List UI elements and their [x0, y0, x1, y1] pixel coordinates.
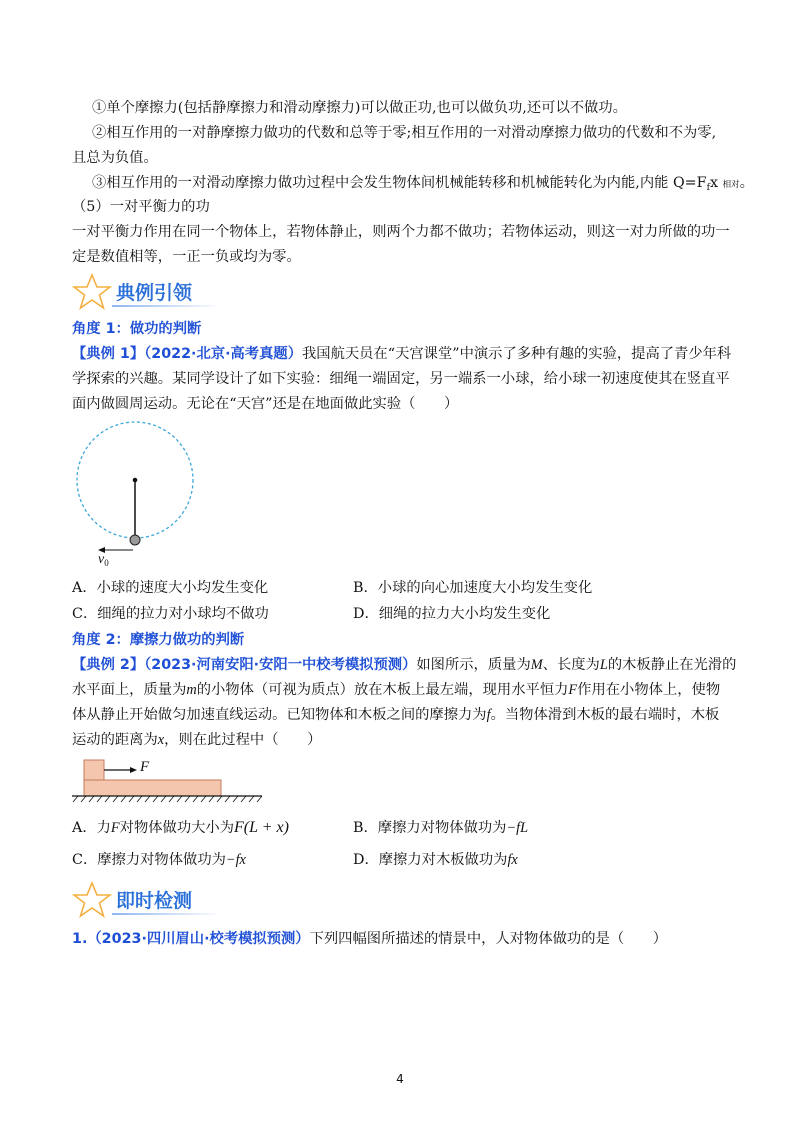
example-2-text-1b: 、长度为	[542, 657, 600, 673]
option-b-text: B．摩擦力对物体做功为	[353, 820, 507, 836]
example-2-option-d[interactable]	[353, 850, 518, 870]
var-L: L	[599, 657, 608, 673]
option-d-text: D．摩擦力对木板做功为	[353, 852, 508, 868]
example-2-text-2b: 的小物体（可视为质点）放在木板上最左端，现用水平恒力	[196, 682, 569, 698]
ground-hatching	[73, 796, 262, 802]
example-1-tag: 【典例 1】（2022·北京·高考真题）	[72, 346, 302, 362]
question-1-text: 下列四幅图所描述的情景中，人对物体做功的是（ ）	[309, 931, 668, 947]
example-1-text-1: 我国航天员在“天宫课堂”中演示了多种有趣的实验，提高了青少年科	[302, 346, 732, 362]
example-2-line-2	[72, 680, 720, 700]
angle-2-label: 角度 2：摩擦力做功的判断	[72, 632, 245, 648]
balance-heading: （5）一对平衡力的功	[72, 199, 210, 215]
option-a-formula: F(L + x)	[234, 819, 289, 836]
section-header-examples	[72, 272, 272, 312]
section-title-examples: 典例引领	[116, 282, 193, 304]
example-2-option-b[interactable]	[353, 818, 528, 838]
example-2-line-1	[72, 655, 736, 675]
ball	[130, 535, 140, 545]
balance-line-2: 定是数值相等，一正一负或均为零。	[72, 249, 301, 265]
var-x: x	[157, 732, 165, 748]
option-c-text: C．摩擦力对物体做功为	[72, 852, 226, 868]
section-underline	[112, 305, 222, 307]
block-board-diagram	[70, 756, 270, 806]
example-2-text-2c: 作用在小物体上，使物	[577, 682, 721, 698]
example-1-option-c[interactable]: C．细绳的拉力对小球均不做功	[72, 606, 269, 622]
example-2-text-4b: ，则在此过程中（ ）	[164, 732, 322, 748]
option-a-F: F	[110, 820, 120, 836]
star-icon	[72, 272, 112, 312]
var-f: f	[486, 707, 491, 723]
example-1-line-2: 学探索的兴趣。某同学设计了如下实验：细绳一端固定，另一端系一小球，给小球一初速度使其在竖直平	[72, 371, 730, 387]
note-3-x: x	[709, 175, 719, 191]
example-2-text-1a: 如图所示，质量为	[416, 657, 531, 673]
example-2-text-2a: 水平面上，质量为	[72, 682, 187, 698]
example-2-text-1c: 的木板静止在光滑的	[607, 657, 737, 673]
note-3-sub-rel: 相对	[722, 180, 740, 190]
option-c-formula: −fx	[225, 852, 246, 868]
option-a-text: A．力	[72, 820, 111, 836]
note-2-line-2: 且总为负值。	[72, 150, 158, 166]
force-label: F	[140, 759, 150, 775]
example-2-text-4a: 运动的距离为	[72, 732, 158, 748]
section-title-check: 即时检测	[116, 890, 193, 912]
circular-motion-diagram	[70, 418, 210, 573]
example-2-option-c[interactable]	[72, 850, 246, 870]
note-3-text: ③相互作用的一对滑动摩擦力做功过程中会发生物体间机械能转移和机械能转化为内能,内能 Q=F	[92, 175, 707, 191]
example-2-line-4	[72, 730, 321, 750]
example-2-tag: 【典例 2】（2023·河南安阳·安阳一中校考模拟预测）	[72, 657, 417, 673]
note-1: ①单个摩擦力(包括静摩擦力和滑动摩擦力)可以做正功,也可以做负功,还可以不做功。	[92, 100, 627, 116]
fixed-point	[133, 478, 138, 483]
var-m: m	[186, 682, 197, 698]
angle-1-label: 角度 1：做功的判断	[72, 321, 202, 337]
example-2-text-3b: 。当物体滑到木板的最右端时，木板	[490, 707, 720, 723]
note-2-line-1: ②相互作用的一对静摩擦力做功的代数和总等于零;相互作用的一对滑动摩擦力做功的代数和不为零,	[92, 125, 717, 141]
var-M: M	[530, 657, 543, 673]
note-3-sub-f: f	[706, 183, 710, 193]
note-3	[92, 173, 754, 198]
balance-line-1: 一对平衡力作用在同一个物体上，若物体静止，则两个力都不做功；若物体运动，则这一对力所做的功一	[72, 224, 730, 240]
example-2-line-3	[72, 705, 719, 725]
star-icon	[72, 880, 112, 920]
force-arrow-head	[130, 767, 137, 773]
velocity-label-sub: 0	[104, 558, 109, 568]
example-1-option-a[interactable]: A．小球的速度大小均发生变化	[72, 580, 269, 596]
section-underline	[112, 913, 222, 915]
board	[84, 780, 221, 796]
example-2-text-3a: 体从静止开始做匀加速直线运动。已知物体和木板之间的摩擦力为	[72, 707, 487, 723]
option-a-mid: 对物体做功大小为	[119, 820, 235, 836]
section-header-check	[72, 880, 272, 920]
example-1-line-1	[72, 344, 731, 364]
velocity-label-v: v	[98, 552, 105, 567]
var-F: F	[568, 682, 578, 698]
option-b-formula: −fL	[506, 820, 529, 836]
example-2-option-a[interactable]	[72, 818, 289, 838]
note-3-end: 。	[739, 175, 754, 191]
example-1-option-b[interactable]: B．小球的向心加速度大小均发生变化	[353, 580, 593, 596]
page-number: 4	[396, 1072, 404, 1086]
question-1	[72, 929, 667, 949]
example-1-option-d[interactable]: D．细绳的拉力大小均发生变化	[353, 606, 551, 622]
example-1-line-3: 面内做圆周运动。无论在“天宫”还是在地面做此实验（ ）	[72, 396, 459, 412]
small-block	[84, 760, 104, 780]
question-1-tag: 1.（2023·四川眉山·校考模拟预测）	[72, 931, 310, 947]
option-d-formula: fx	[507, 852, 518, 868]
velocity-label	[98, 552, 109, 568]
